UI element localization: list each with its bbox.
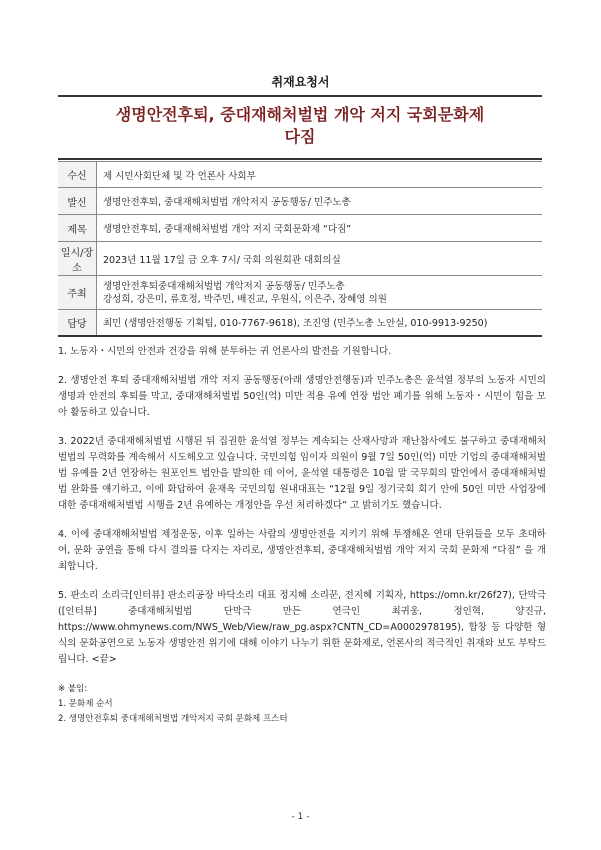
paragraph-2: 2. 생명안전 후퇴 중대재해처벌법 개악 저지 공동행동(아래 생명안전행동)과 민주노총은 윤석열 정부의 노동자 시민의 생명과 안전의 후퇴를 막고, 중대재해처벌법 50인(억) 미만 적용 유예 연장 법안 폐기를 위해 노동자・시민이 힘을 모아 활동하고 있습니다.	[58, 375, 546, 418]
info-table	[58, 161, 542, 337]
info-label: 수신	[58, 162, 97, 188]
paragraph-4: 4. 이에 중대재해처벌법 제정운동, 이후 일하는 사람의 생명안전을 지키기 위해 투쟁해온 연대 단위들을 모두 초대하여, 문화 공연을 통해 다시 결의를 다지는 자리로, 생명안전후퇴, 중대재해처벌법 개악 저지 국회 문화제 “다짐” 을 개최합니다.	[58, 529, 546, 572]
info-row-contact	[58, 310, 542, 336]
paragraph-5: 5. 판소리 소리극[인터뷰] 판소리공장 바닥소리 대표 정지혜 소리꾼, 전지혜 기획자, https://omn.kr/26f27), 단막극([인터뷰] 중대재해처벌법 단막극 만든 연극인 최귀웅, 정인혁, 양진규, https://www.ohmynews.com/NWS_Web/View/raw_pg.aspx?CNTN_CD=A0002978195), 합창 등 다양한 형식의 문화공연으로 노동자 생명안전 위기에 대해 이야기 나누기 위한 문화제로, 언론사의 적극적인 취재와 보도 부탁드립니다. <끝>	[58, 590, 546, 665]
info-row-sender	[58, 188, 542, 215]
info-value: 생명안전후퇴, 중대재해처벌법 개악 저지 국회문화제 “다짐”	[97, 215, 543, 242]
host-lawmakers: 강성희, 강은미, 류호정, 박주민, 배진교, 우원식, 이은주, 장혜영 의원	[103, 293, 387, 305]
paragraph-1: 1. 노동자・시민의 안전과 건강을 위해 분투하는 귀 언론사의 발전을 기원합니다.	[58, 346, 392, 357]
document-title	[58, 104, 542, 148]
info-value	[97, 276, 543, 310]
info-row-subject	[58, 215, 542, 242]
title-bottom-rule	[58, 158, 542, 160]
info-value: 최민 (생명안전행동 기획팀, 010-7767-9618), 조진영 (민주노총 노안실, 010-9913-9250)	[97, 310, 543, 336]
document-type: 취재요청서	[271, 75, 330, 89]
host-organizations: 생명안전후퇴중대재해처벌법 개악저지 공동행동/ 민주노총	[103, 280, 345, 292]
info-label: 주최	[58, 276, 97, 310]
title-line-2: 다짐	[284, 127, 316, 146]
info-value: 2023년 11월 17일 금 오후 7시/ 국회 의원회관 대회의실	[97, 242, 543, 276]
info-row-host	[58, 276, 542, 310]
info-label: 담당	[58, 310, 97, 336]
info-value: 생명안전후퇴, 중대재해처벌법 개악저지 공동행동/ 민주노총	[97, 188, 543, 215]
info-row-recipient	[58, 162, 542, 188]
attachments	[58, 682, 546, 727]
attachment-item: 1. 문화제 순서	[58, 699, 113, 709]
info-label: 발신	[58, 188, 97, 215]
body-text	[58, 344, 546, 727]
info-value: 제 시민사회단체 및 각 언론사 사회부	[97, 162, 543, 188]
attachments-heading: ※ 붙임:	[58, 684, 88, 694]
title-top-rule	[58, 95, 542, 97]
attachment-item: 2. 생명안전후퇴 중대재해처벌법 개악저지 국회 문화제 프스터	[58, 714, 288, 724]
paragraph-3: 3. 2022년 중대재해처벌법 시행된 뒤 집권한 윤석열 정부는 계속되는 산재사망과 재난참사에도 불구하고 중대재해처벌법의 무력화를 계속해서 시도해오고 있습니다. 국민의힘 임이자 의원이 9월 7일 50인(억) 미만 기업의 중대재해처벌법 유예를 2년 연장하는 원포인트 법안을 발의한 데 이어, 윤석열 대통령은 10월 말 국무회의 발언에서 중대재해처벌법 완화를 얘기하고, 이에 화답하여 윤재옥 국민의힘 원내대표는 “12월 9일 정기국회 회기 안에 50인 미만 사업장에 대한 중대재해처벌법 시행을 2년 유예하는 개정안을 우선 처리하겠다” 고 밝히기도 했습니다.	[58, 436, 546, 511]
info-label: 제목	[58, 215, 97, 242]
page-number: - 1 -	[291, 812, 310, 822]
info-row-datetime-place	[58, 242, 542, 276]
title-line-1: 생명안전후퇴, 중대재해처벌법 개악 저지 국회문화제	[115, 105, 485, 124]
info-label: 일시/장소	[58, 242, 97, 276]
